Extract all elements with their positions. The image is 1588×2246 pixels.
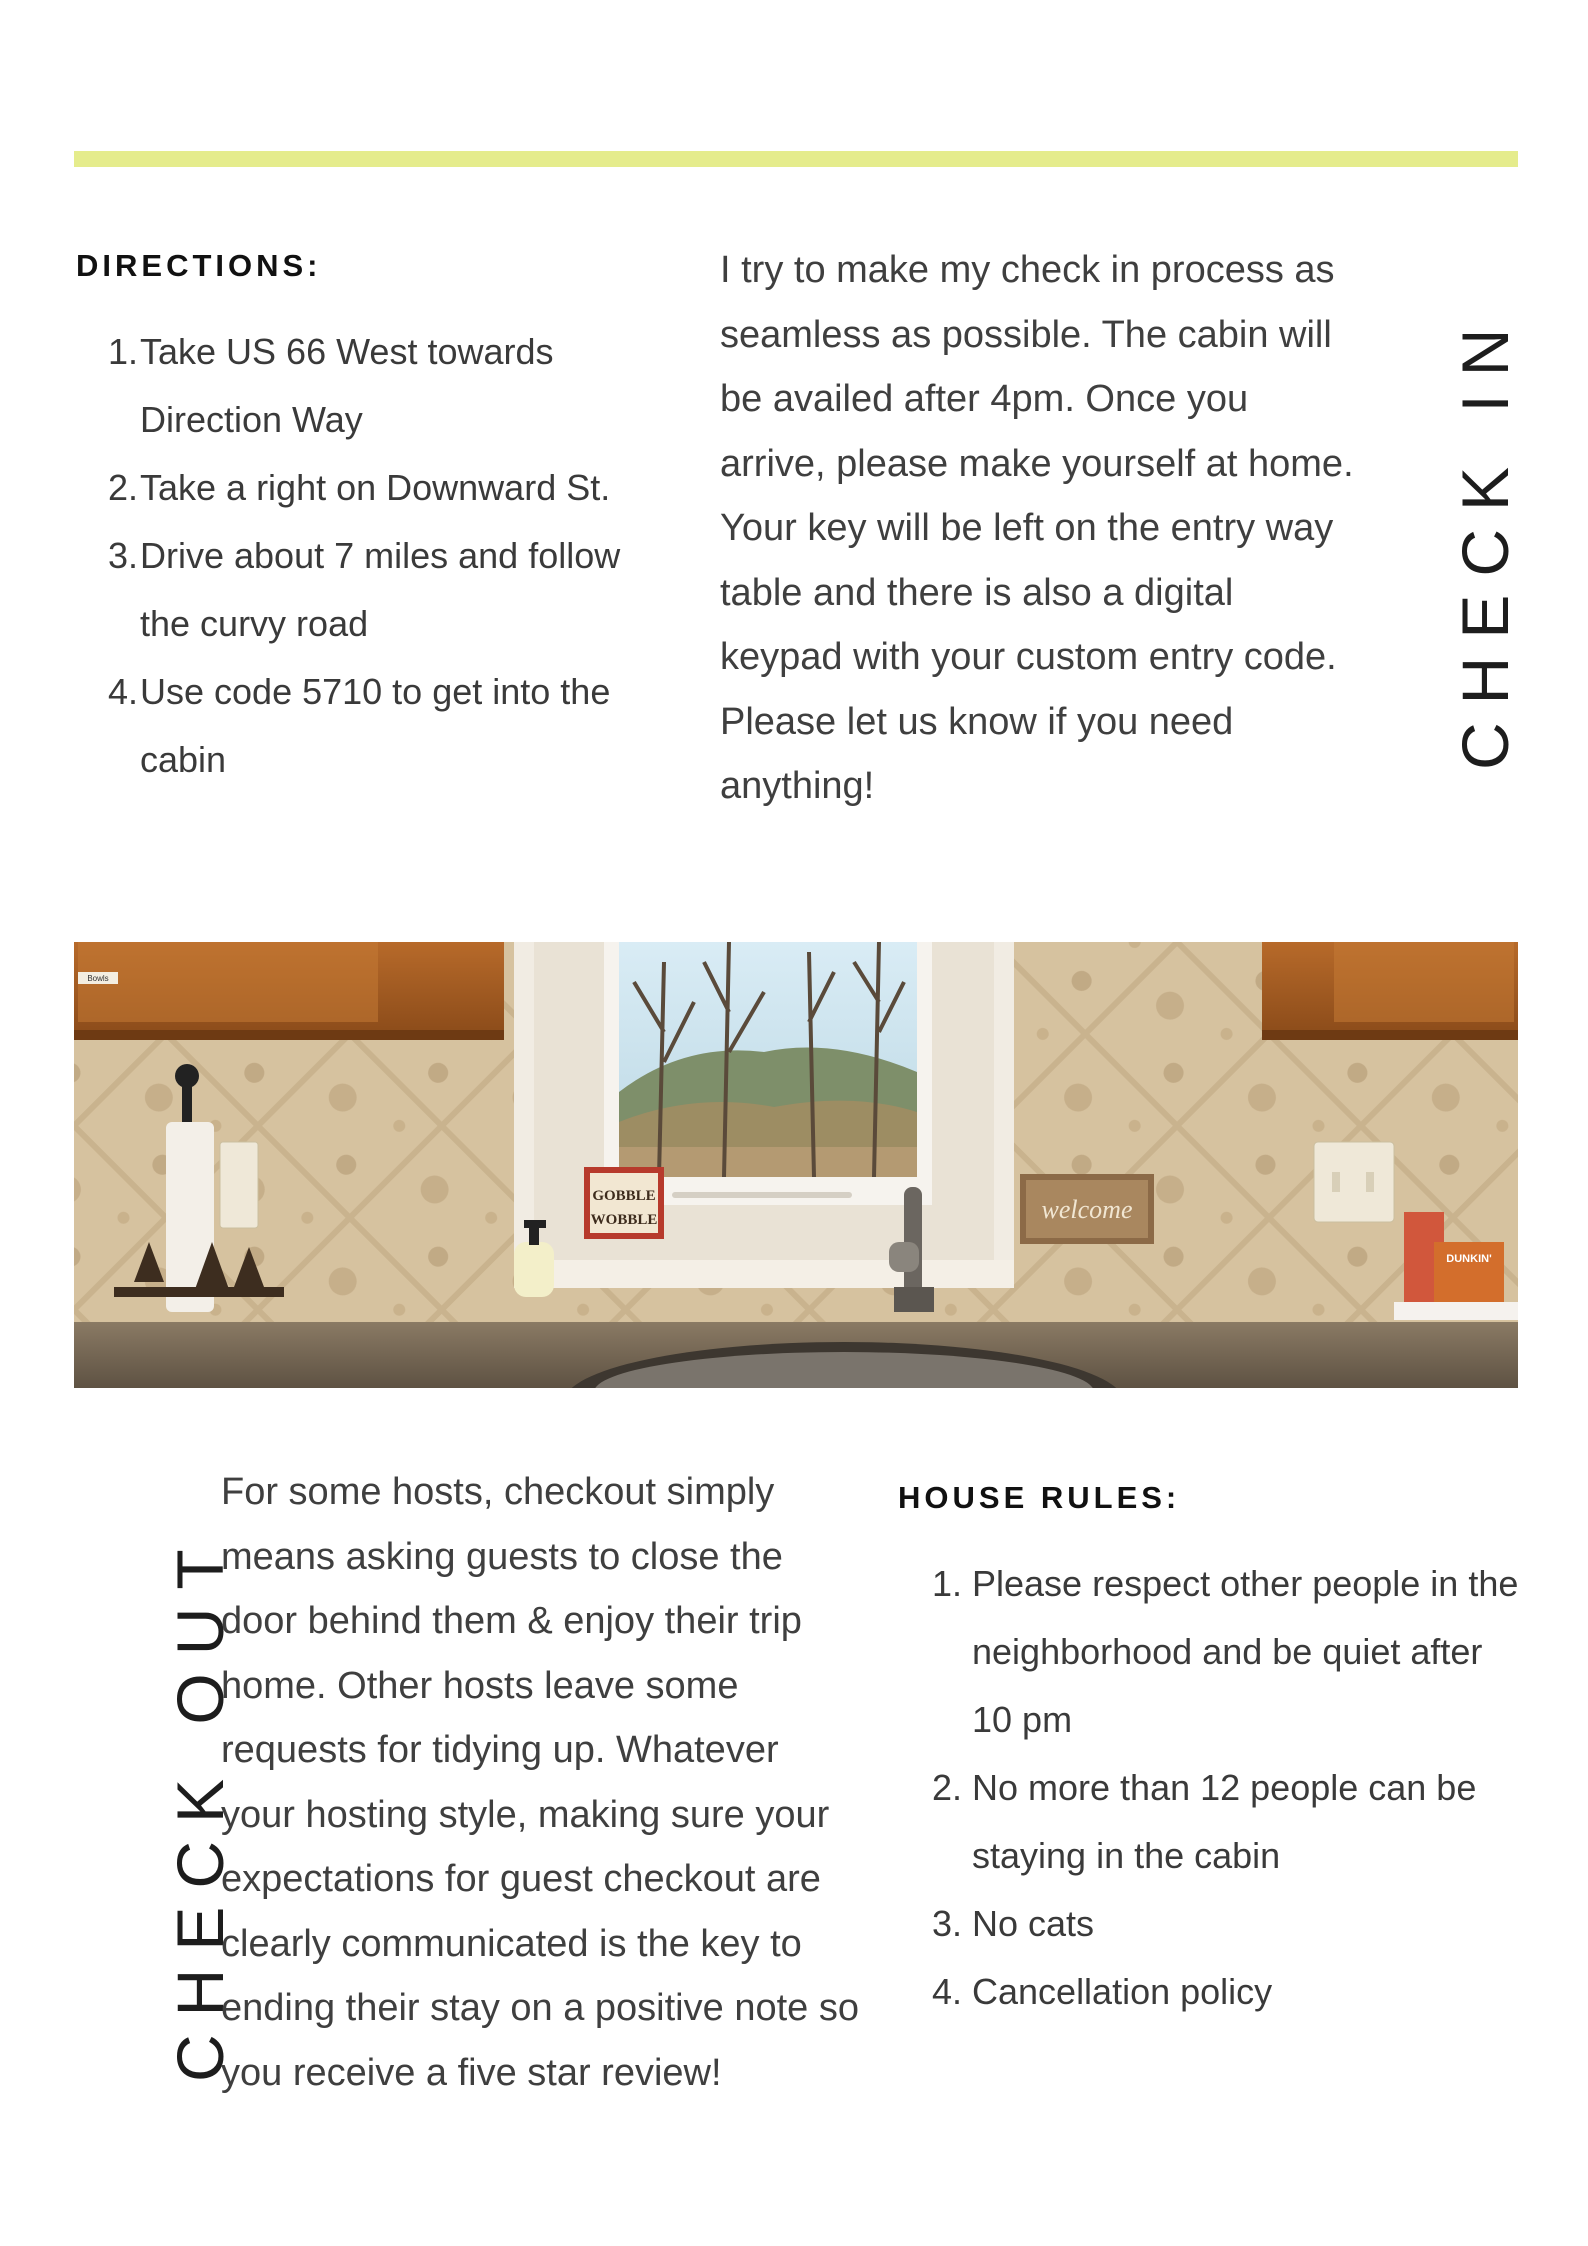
list-text: No more than 12 people can be staying in the cabin	[972, 1767, 1477, 1876]
welcome-sign-text: welcome	[1041, 1195, 1133, 1224]
directions-heading: DIRECTIONS:	[76, 248, 322, 283]
list-number: 4.	[107, 671, 138, 712]
accent-divider	[74, 151, 1518, 167]
directions-list	[76, 318, 676, 794]
list-item	[900, 1958, 1520, 2026]
checkout-paragraph: For some hosts, checkout simply means asking guests to close the door behind them & enjoy their trip home. Other hosts leave some requests for tidying up. Whatever your hosting style, making sure your expectations for guest checkout are clearly communicated is the key to ending their stay on a positive note so you receive a five star review!	[221, 1471, 859, 2094]
list-text: Drive about 7 miles and follow the curvy road	[140, 535, 621, 644]
checkout-vertical-title: CHECK OUT	[163, 1531, 237, 2082]
list-text: Please respect other people in the neighborhood and be quiet after 10 pm	[972, 1563, 1519, 1740]
checkin-paragraph: I try to make my check in process as seamless as possible. The cabin will be availed after 4pm. Once you arrive, please make yourself at home. Your key will be left on the entry way table and there is also a digital keypad with your custom entry code. Please let us know if you need anything!	[720, 249, 1354, 807]
house-rules-list	[900, 1550, 1520, 2026]
house-rules-heading: HOUSE RULES:	[898, 1480, 1181, 1515]
list-number: 3.	[931, 1903, 962, 1944]
list-item	[76, 658, 676, 794]
list-item	[76, 318, 676, 454]
jar-label: Bowls	[87, 974, 109, 983]
list-text: Use code 5710 to get into the cabin	[140, 671, 611, 780]
list-number: 1.	[107, 331, 138, 372]
list-number: 3.	[107, 535, 138, 576]
list-number: 4.	[931, 1971, 962, 2012]
sign-text-top: GOBBLE	[592, 1188, 656, 1204]
list-text: No cats	[972, 1903, 1095, 1944]
list-item	[76, 454, 676, 522]
list-number: 1.	[931, 1563, 962, 1604]
list-item	[76, 522, 676, 658]
coffee-bag-label: DUNKIN'	[1446, 1253, 1492, 1265]
list-text: Take a right on Downward St.	[140, 467, 611, 508]
sign-text-bottom: WOBBLE	[590, 1212, 658, 1228]
kitchen-window-photo	[74, 942, 1518, 1388]
list-number: 2.	[107, 467, 138, 508]
list-item	[900, 1890, 1520, 1958]
list-text: Cancellation policy	[972, 1971, 1273, 2012]
checkin-vertical-title: CHECK IN	[1448, 310, 1522, 770]
list-item	[900, 1754, 1520, 1890]
list-number: 2.	[931, 1767, 962, 1808]
list-item	[900, 1550, 1520, 1754]
list-text: Take US 66 West towards Direction Way	[140, 331, 554, 440]
